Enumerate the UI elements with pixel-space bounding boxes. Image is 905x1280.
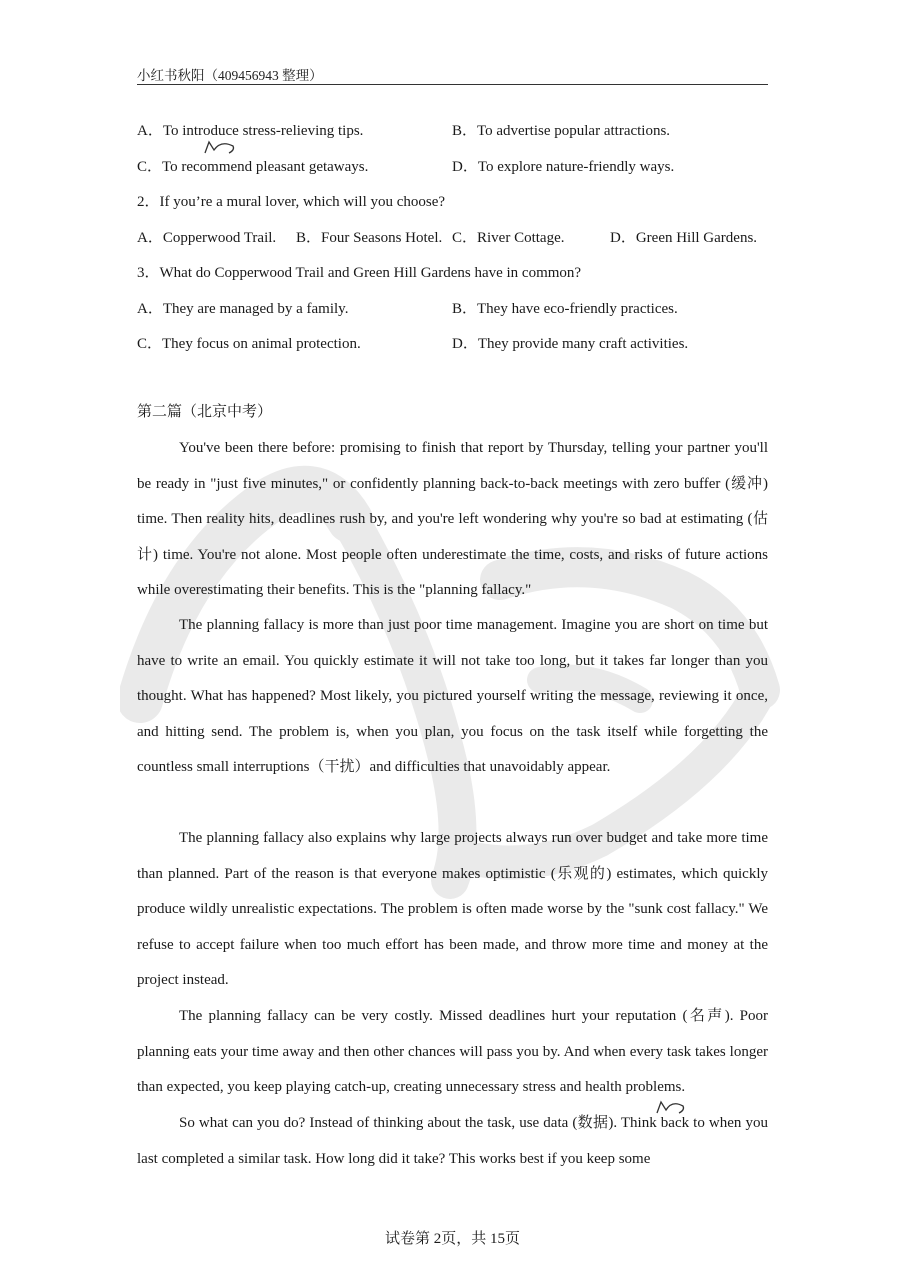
passage-paragraph: The planning fallacy can be very costly. Missed deadlines hurt your reputation (名声). Poor planning eats your time away and then other chances will pass you by. And when every task takes longer than expected, you keep playing catch-up, creating unnecessary stress and health problems. [137, 1008, 768, 1095]
q2-option-a: A．Copperwood Trail. [137, 230, 277, 246]
q1-option-c: C．To recommend pleasant getaways. [137, 159, 369, 175]
q2-option-c: C．River Cottage. [452, 230, 565, 246]
q3-option-c: C．They focus on animal protection. [137, 336, 361, 352]
passage-paragraph: The planning fallacy is more than just poor time management. Imagine you are short on time but have to write an email. You quickly estimate it will not take too long, but it takes far longer than you thought. What has happened? Most likely, you pictured yourself writing the message, reviewing it once, and hitting send. The problem is, when you plan, you focus on the task itself while forgetting the countless small interruptions（干扰）and difficulties that unavoidably appear. [137, 617, 768, 775]
passage-paragraph: You've been there before: promising to finish that report by Thursday, telling your partner you'll be ready in "just five minutes," or confidently planning back-to-back meetings with zero buffer (缓冲) time. Then reality hits, deadlines rush by, and you're left wondering why you're so bad at estimating (估计) time. You're not alone. Most people often underestimate the time, costs, and risks of future actions while overestimating their benefits. This is the "planning fallacy." [137, 440, 768, 598]
q3-option-d: D．They provide many craft activities. [452, 336, 689, 352]
passage-paragraph: The planning fallacy also explains why large projects always run over budget and take more time than planned. Part of the reason is that everyone makes optimistic (乐观的) estimates, which quickly produce wildly unrealistic expectations. The problem is often made worse by the "sunk cost fallacy." We refuse to accept failure when too much effort has been made, and throw more time and money at the project instead. [137, 830, 768, 988]
page-footer: 试卷第 2页，共 15页 [384, 1231, 520, 1247]
q3-stem: 3．What do Copperwood Trail and Green Hill Gardens have in common? [137, 265, 582, 281]
q2-option-b: B．Four Seasons Hotel. [296, 230, 443, 246]
page-header: 小红书秋阳（409456943 整理） [137, 68, 323, 83]
passage-title: 第二篇（北京中考） [137, 404, 273, 420]
q1-option-a: A．To introduce stress-relieving tips. [137, 123, 364, 139]
passage-paragraph: So what can you do? Instead of thinking about the task, use data (数据). Think back to when you last completed a similar task. How long did it take? This works best if you keep some [137, 1115, 768, 1167]
q2-option-d: D．Green Hill Gardens. [610, 230, 758, 246]
q3-option-b: B．They have eco-friendly practices. [452, 301, 678, 317]
header-divider [137, 84, 768, 85]
q2-stem: 2．If you’re a mural lover, which will you choose? [137, 194, 446, 210]
q1-option-b: B．To advertise popular attractions. [452, 123, 671, 139]
handwritten-check-mark [203, 138, 237, 156]
q3-option-a: A．They are managed by a family. [137, 301, 349, 317]
q1-option-d: D．To explore nature-friendly ways. [452, 159, 675, 175]
